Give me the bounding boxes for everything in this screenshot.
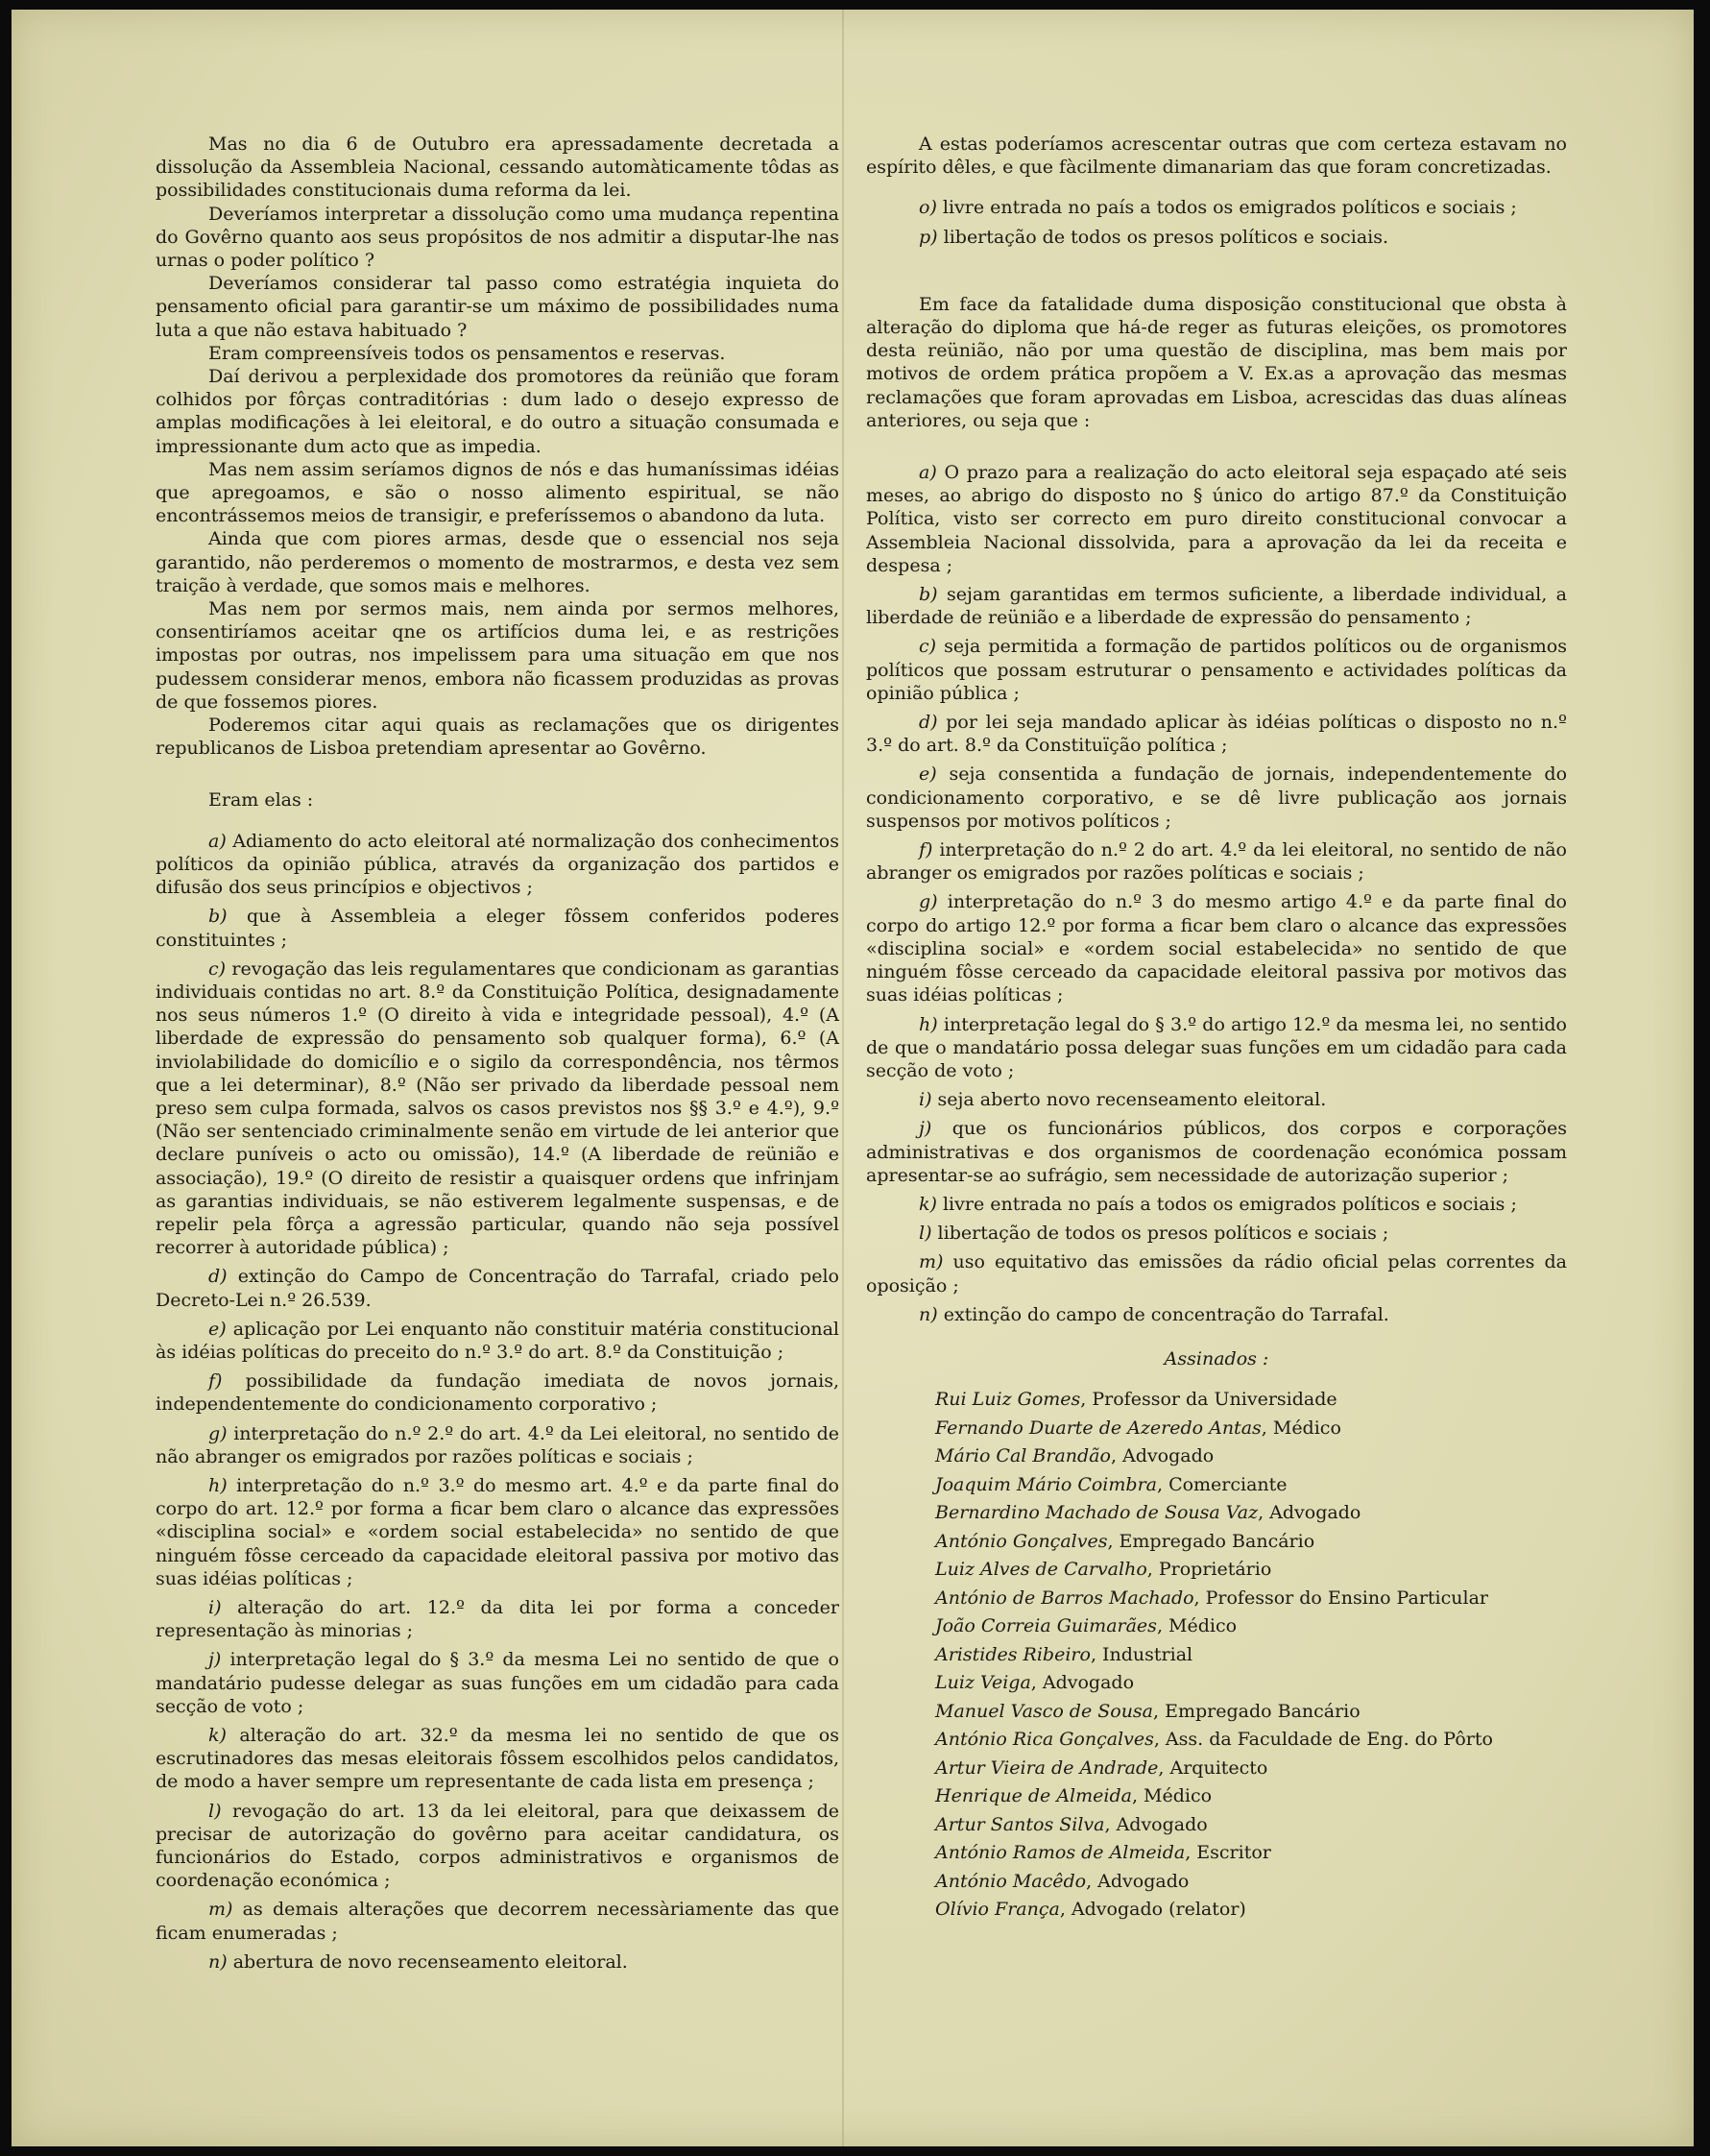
signatory-name: Joaquim Mário Coimbra [935,1473,1157,1495]
signatory-name: Bernardino Machado de Sousa Vaz [935,1502,1259,1524]
item-text: as demais alterações que decorrem necessàriamente das que ficam enumeradas ; [156,1899,840,1944]
signatory [866,1585,1567,1613]
signatory-name: António de Barros Machado [935,1587,1194,1609]
signatory [866,1782,1567,1811]
list-item [866,1303,1567,1326]
item-key: c) [919,636,937,658]
item-text: interpretação legal do § 3.º da mesma Lei no sentido de que o mandatário pudesse delegar as suas funções em um cidadão para cada secção de voto ; [156,1649,839,1717]
signatory-name: Artur Santos Silva [935,1813,1105,1835]
signatory-name: António Macêdo [935,1870,1087,1892]
item-key: c) [208,957,227,980]
signatory [866,1726,1567,1755]
signatory-role: , Advogado [1086,1870,1190,1892]
paragraph: Daí derivou a perplexidade dos promotores da reünião que foram colhidos por fôrças contraditórias : dum lado o desejo expresso de amplas modificações à lei eleitoral, e do outro a situação consumada e impressionante dum acto que as impedia. [156,366,839,457]
item-key: h) [919,1013,938,1035]
list-item [866,1117,1567,1187]
signatory-role: , Industrial [1090,1643,1193,1665]
paragraph: Eram compreensíveis todos os pensamentos e reservas. [208,342,726,364]
signatory-name: Luiz Alves de Carvalho [935,1559,1147,1581]
signatory-role: , Ass. da Faculdade de Eng. do Pôrto [1153,1729,1493,1751]
signatory [866,1698,1567,1727]
item-key: p) [919,226,938,248]
document-sheet [12,10,1694,2146]
list-item [866,838,1567,884]
list-item [156,1950,839,1974]
list-intro: Eram elas : [208,789,314,812]
signatory-role: , Médico [1261,1417,1341,1439]
paragraph: Mas nem por sermos mais, nem ainda por sermos melhores, consentiríamos aceitar qne os artifícios duma lei, e as restrições impostas por outras, nos impelissem para uma situação em que nos pudessem considerar menos, embora não ficassem produzidas as provas de que fossemos piores. [156,598,839,713]
signatory-role: , Médico [1156,1615,1238,1637]
list-item [866,461,1567,577]
list-item [156,905,839,951]
signatory-role: , Advogado [1110,1445,1215,1467]
list-item [866,1013,1567,1083]
paragraph: A estas poderíamos acrescentar outras que com certeza estavam no espírito dêles, e que fàcilmente dimanariam das que foram concretizadas. [866,133,1567,179]
list-item [866,196,1567,219]
item-text: revogação do art. 13 da lei eleitoral, para que deixassem de precisar de autorização do govêrno para aceitar candidatura, os funcionários do Estado, corpos administrativos e organismos de coordenação económica ; [156,1800,839,1892]
item-key: j) [208,1649,222,1671]
list-item [156,830,839,900]
item-key: d) [919,712,938,734]
item-text: seja aberto novo recenseamento eleitoral. [937,1089,1327,1111]
item-text: sejam garantidas em termos suficiente, a liberdade individual, a liberdade de reünião e a liberdade de expressão do pensamento ; [866,584,1567,629]
item-key: e) [919,763,937,786]
paragraph: Ainda que com piores armas, desde que o essencial nos seja garantido, não perderemos o momento de mostrarmos, e desta vez sem traição à verdade, que somos mais e melhores. [156,528,839,596]
item-key: f) [208,1370,223,1393]
list-item [156,1724,839,1794]
list-item [866,1193,1567,1216]
item-text: Adiamento do acto eleitoral até normalização dos conhecimentos políticos da opinião pública, através da organização dos partidos e difusão dos seus princípios e objectivos ; [156,830,839,899]
extra-claims-list [866,196,1567,248]
signatory [866,1755,1567,1783]
signatory [866,1641,1567,1670]
list-item [156,1422,839,1468]
item-text: alteração do art. 32.º da mesma lei no sentido de que os escrutinadores das mesas eleitorais fôssem escolhidos pelos candidatos, de modo a haver sempre um representante de cada lista em presença ; [156,1725,839,1793]
list-item [866,226,1567,249]
list-item [156,1265,839,1311]
item-key: h) [208,1474,228,1496]
item-key: a) [208,830,227,852]
item-text: por lei seja mandado aplicar às idéias políticas o disposto no n.º 3.º do art. 8.º da Constituïção política ; [866,712,1567,757]
item-key: d) [208,1266,228,1288]
list-item [866,1222,1567,1245]
signatory-name: Henrique de Almeida [935,1785,1132,1807]
item-key: b) [208,906,228,928]
item-key: g) [919,891,938,913]
signatory-role: , Advogado [1258,1502,1361,1524]
signed-heading: Assinados : [1164,1347,1269,1369]
signatory-role: , Professor da Universidade [1080,1389,1337,1411]
item-key: j) [919,1118,932,1140]
item-text: revogação das leis regulamentares que condicionam as garantias individuais contidas no art. 8.º da Constituição Política, designadamente nos seus números 1.º (O direito à vida e integridade pessoal), 4.º (A liberdade de expressão do pensamento sob qualquer forma), 6.º (A inviolabilidade do domicílio e o sigilo da correspondência, nos têrmos que a lei determinar), 8.º (Não ser privado da liberdade pessoal nem preso sem culpa formada, salvos os casos previstos nos §§ 3.º e 4.º), 9.º (Não ser sentenciado criminalmente senão em virtude de lei anterior que declare puníveis o acto ou omissão), 14.º (A liberdade de reünião e associação), 19.º (O direito de resistir a quaisquer ordens que infrinjam as garantias individuais, se não estiverem legalmente suspensas, e de repelir pela fôrça a agressão particular, quando não seja possível recorrer à autoridade pública) ; [156,957,839,1259]
signatory-role: , Advogado [1030,1672,1135,1694]
list-item [866,1250,1567,1296]
list-item [156,1898,839,1944]
item-key: g) [208,1422,228,1444]
item-text: possibilidade da fundação imediata de novos jornais, independentemente do condicionamento corporativo ; [156,1370,839,1416]
signatory [866,1811,1567,1840]
list-item [156,1318,839,1364]
list-item [156,1369,839,1416]
signatory-role: , Advogado (relator) [1059,1899,1246,1921]
item-key: i) [919,1089,932,1111]
item-key: n) [208,1950,228,1973]
item-key: o) [919,197,937,219]
signatory-role: , Advogado [1104,1813,1208,1835]
paragraph: Em face da fatalidade duma disposição constitucional que obsta à alteração do diploma que há-de reger as futuras eleições, os promotores desta reünião, não por uma questão de disciplina, mas bem mais por motivos de ordem prática propõem a V. Ex.as a aprovação das mesmas reclamações que foram aprovadas em Lisboa, acrescidas das duas alíneas anteriores, ou seja que : [866,293,1567,431]
item-key: l) [208,1800,222,1822]
signatory-name: Aristides Ribeiro [935,1643,1091,1665]
signatory [866,1442,1567,1471]
item-key: l) [919,1223,932,1245]
paragraph: Mas no dia 6 de Outubro era apressadamente decretada a dissolução da Assembleia Nacional, cessando automàticamente tôdas as possibilidades constitucionais duma reforma da lei. [156,133,839,202]
signatory [866,1499,1567,1528]
signatory-role: , Empregado Bancário [1153,1700,1361,1722]
paragraph: Poderemos citar aqui quais as reclamações que os dirigentes republicanos de Lisboa pretendiam apresentar ao Govêrno. [156,715,839,760]
item-text: seja consentida a fundação de jornais, independentemente do condicionamento corporativo, e se dê livre publicação aos jornais suspensos por motivos políticos ; [866,763,1568,832]
item-text: extinção do campo de concentração do Tarrafal. [943,1303,1389,1325]
signatory-role: , Médico [1131,1785,1213,1807]
list-item [156,1596,839,1642]
list-item [866,711,1567,757]
list-item [156,957,839,1260]
left-column [156,133,839,1974]
item-text: extinção do Campo de Concentração do Tarrafal, criado pelo Decreto-Lei n.º 26.539. [156,1266,839,1311]
list-item [866,763,1567,833]
list-item [156,1800,839,1893]
list-item [156,1648,839,1718]
signatory-name: Fernando Duarte de Azeredo Antas [935,1417,1262,1439]
signatory-name: Mário Cal Brandão [935,1445,1111,1467]
item-key: b) [919,584,938,606]
paragraph: Deveríamos considerar tal passo como estratégia inquieta do pensamento oficial para garantir-se um máximo de possibilidades numa luta a que não estava habituado ? [156,273,839,341]
proposals-list [866,461,1567,1326]
signatory [866,1612,1567,1641]
item-text: aplicação por Lei enquanto não constituir matéria constitucional às idéias políticas do preceito do n.º 3.º do art. 8.º da Constituição ; [156,1318,839,1363]
item-text: libertação de todos os presos políticos e sociais. [943,226,1389,248]
signatory [866,1669,1567,1698]
signatory [866,1386,1567,1415]
item-text: interpretação do n.º 2 do art. 4.º da lei eleitoral, no sentido de não abranger os emigrados por razões políticas e sociais ; [866,839,1567,884]
item-text: que os funcionários públicos, dos corpos e corporações administrativas e dos organismos de coordenação económica possam apresentar-se ao sufrágio, sem necessidade de autorização superior ; [866,1118,1567,1186]
item-text: interpretação do n.º 3 do mesmo artigo 4.º e da parte final do corpo do artigo 12.º por forma a ficar bem claro o alcance das expressões «disciplina social» e «ordem social estabelecida» no sentido de que ninguém fôsse cerceado da capacidade eleitoral passiva por motivos das suas idéias políticas ; [866,891,1567,1006]
item-key: k) [919,1193,937,1215]
list-item [156,1474,839,1590]
signatory-role: , Escritor [1185,1842,1271,1864]
item-text: interpretação legal do § 3.º do artigo 12.º da mesma lei, no sentido de que o mandatário possa delegar suas funções em um cidadão para cada secção de voto ; [866,1013,1567,1081]
signatory-name: António Rica Gonçalves [935,1729,1154,1751]
item-text: interpretação do n.º 2.º do art. 4.º da Lei eleitoral, no sentido de não abranger os emigrados por razões políticas e sociais ; [156,1422,840,1467]
item-text: que à Assembleia a eleger fôssem conferidos poderes constituintes ; [156,906,839,951]
signatory-name: António Gonçalves [935,1530,1108,1552]
item-key: i) [208,1596,222,1618]
item-key: n) [919,1303,938,1325]
signatories-list [866,1386,1567,1925]
item-text: livre entrada no país a todos os emigrados políticos e sociais ; [942,1193,1517,1215]
left-claims-list [156,830,839,1974]
item-text: alteração do art. 12.º da dita lei por forma a conceder representação às minorias ; [156,1596,839,1642]
signatory-role: , Arquitecto [1158,1756,1268,1779]
item-text: abertura de novo recenseamento eleitoral. [232,1950,628,1973]
signatory-role: , Professor do Ensino Particular [1193,1587,1488,1609]
paragraph: Deveríamos interpretar a dissolução como uma mudança repentina do Govêrno quanto aos seus propósitos de nos admitir a disputar-lhe nas urnas o poder político ? [156,203,839,272]
signatory-name: Artur Vieira de Andrade [935,1756,1159,1779]
item-text: seja permitida a formação de partidos políticos ou de organismos políticos que possam estruturar o pensamento e actividades políticas da opinião pública ; [866,636,1567,704]
item-text: interpretação do n.º 3.º do mesmo art. 4.º e da parte final do corpo do art. 12.º por forma a ficar bem claro o alcance das expressões «disciplina social» e «ordem social estabelecida» no sentido de que ninguém fôsse cerceado da capacidade eleitoral passiva por motivo das suas idéias políticas ; [156,1474,839,1589]
signatory [866,1839,1567,1868]
list-item [866,635,1567,705]
signatory-name: Manuel Vasco de Sousa [935,1700,1154,1722]
signatory [866,1896,1567,1925]
signatory-name: João Correia Guimarães [935,1615,1157,1637]
item-text: O prazo para a realização do acto eleitoral seja espaçado até seis meses, ao abrigo do disposto no § único do artigo 87.º da Constituição Política, visto ser correcto em puro direito constitucional convocar a Assembleia Nacional dissolvida, para a aprovação da lei da receita e despesa ; [866,462,1567,576]
signatory-role: , Proprietário [1146,1559,1272,1581]
item-key: f) [919,839,933,861]
item-text: libertação de todos os presos políticos e sociais ; [937,1223,1389,1245]
signatory-name: Rui Luiz Gomes [935,1389,1081,1411]
signatory-name: Olívio França [935,1899,1060,1921]
signatory-name: Luiz Veiga [935,1672,1031,1694]
right-column [866,133,1567,1925]
item-key: e) [208,1318,227,1340]
item-key: m) [919,1251,944,1273]
item-key: m) [208,1899,233,1921]
list-item [866,583,1567,629]
paper-fold [842,10,844,2146]
signatory [866,1528,1567,1557]
list-item [866,890,1567,1006]
signatory [866,1556,1567,1585]
signatory-name: António Ramos de Almeida [935,1842,1186,1864]
item-text: livre entrada no país a todos os emigrados políticos e sociais ; [942,197,1517,219]
paragraph: Mas nem assim seríamos dignos de nós e das humaníssimas idéias que apregoamos, e são o nosso alimento espiritual, se não encontrássemos meios de transigir, e preferíssemos o abandono da luta. [156,458,839,527]
signatory [866,1415,1567,1443]
item-text: uso equitativo das emissões da rádio oficial pelas correntes da oposição ; [866,1251,1567,1296]
item-key: k) [208,1725,227,1746]
item-key: a) [919,462,937,484]
signatory-role: , Comerciante [1156,1473,1288,1495]
list-item [866,1088,1567,1111]
signatory [866,1471,1567,1500]
signatory [866,1868,1567,1897]
signatory-role: , Empregado Bancário [1107,1530,1315,1552]
